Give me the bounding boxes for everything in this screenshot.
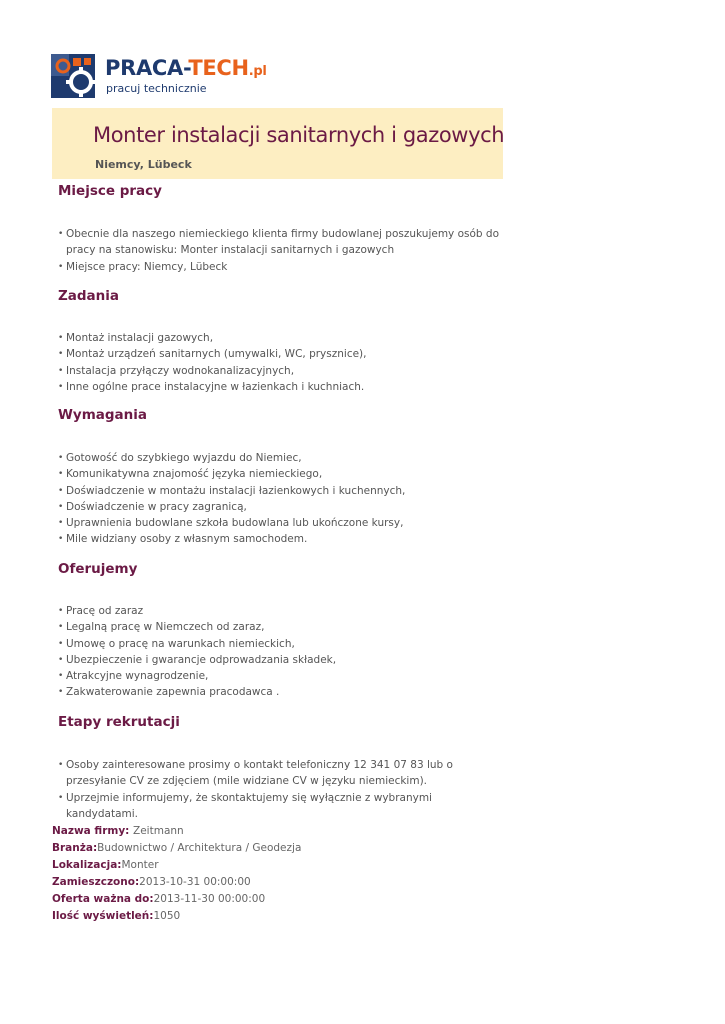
section-workplace — [58, 183, 518, 273]
detail-valid-until — [52, 891, 301, 908]
detail-company — [52, 823, 301, 840]
list-item: • Atrakcyjne wynagrodzenie, — [58, 668, 518, 684]
job-title: Monter instalacji sanitarnych i gazowych — [93, 123, 505, 147]
list-item: • Mile widziany osoby z własnym samochodem. — [58, 531, 518, 547]
offer-details — [52, 823, 301, 925]
list-item: • Legalną pracę w Niemczech od zaraz, — [58, 619, 518, 635]
detail-label: Branża: — [52, 842, 98, 854]
list-item: • Uprawnienia budowlane szkoła budowlana lub ukończone kursy, — [58, 515, 518, 531]
logo-brand-accent: TECH — [188, 56, 249, 80]
detail-posted — [52, 874, 301, 891]
section-tasks — [58, 288, 518, 393]
section-heading: Miejsce pracy — [58, 183, 162, 199]
section-heading: Oferujemy — [58, 561, 138, 577]
list-item: • Umowę o pracę na warunkach niemieckich, — [58, 636, 518, 652]
gear-logo-icon — [51, 54, 95, 98]
list-item: • Pracę od zaraz — [58, 603, 518, 619]
detail-location — [52, 857, 301, 874]
section-list — [58, 603, 518, 701]
detail-label: Lokalizacja: — [52, 859, 122, 871]
detail-value: 2013-10-31 00:00:00 — [139, 876, 251, 888]
detail-value: Monter — [121, 859, 159, 871]
section-requirements — [58, 407, 518, 546]
section-heading: Etapy rekrutacji — [58, 714, 180, 730]
list-item: • Miejsce pracy: Niemcy, Lübeck — [58, 259, 518, 275]
detail-value: Budownictwo / Architektura / Geodezja — [97, 842, 302, 854]
list-item: • Inne ogólne prace instalacyjne w łazienkach i kuchniach. — [58, 379, 518, 395]
list-item: • Uprzejmie informujemy, że skontaktujemy się wyłącznie z wybranymi kandydatami. — [58, 790, 498, 823]
detail-value: 2013-11-30 00:00:00 — [153, 893, 266, 905]
list-item: • Zakwaterowanie zapewnia pracodawca . — [58, 684, 518, 700]
list-item: • Doświadczenie w pracy zagranicą, — [58, 499, 518, 515]
list-item: • Komunikatywna znajomość języka niemieckiego, — [58, 466, 518, 482]
list-item: • Ubezpieczenie i gwarancje odprowadzania składek, — [58, 652, 518, 668]
detail-label: Zamieszczono: — [52, 876, 140, 888]
site-logo[interactable] — [51, 54, 281, 100]
detail-label: Nazwa firmy: — [52, 825, 134, 837]
detail-value: 1050 — [153, 910, 181, 922]
list-item: • Osoby zainteresowane prosimy o kontakt telefoniczny 12 341 07 83 lub o przesyłanie CV ze zdjęciem (mile widziane CV w języku niemieckim). — [58, 757, 498, 790]
section-list — [58, 450, 518, 548]
logo-brand-main: PRACA- — [105, 56, 189, 80]
detail-views — [52, 908, 301, 925]
section-recruitment — [58, 714, 498, 820]
section-list — [58, 757, 498, 822]
job-location: Niemcy, Lübeck — [95, 158, 192, 171]
section-heading: Zadania — [58, 288, 120, 304]
detail-label: Oferta ważna do: — [52, 893, 154, 905]
list-item: • Doświadczenie w montażu instalacji łazienkowych i kuchennych, — [58, 483, 518, 499]
detail-label: Ilość wyświetleń: — [52, 910, 154, 922]
logo-brand-suffix: .pl — [248, 64, 267, 79]
detail-value: Zeitmann — [133, 825, 184, 837]
list-item: • Montaż instalacji gazowych, — [58, 330, 518, 346]
section-list — [58, 226, 518, 275]
section-heading: Wymagania — [58, 407, 147, 423]
logo-tagline: pracuj technicznie — [106, 82, 207, 95]
logo-wordmark — [105, 56, 267, 80]
list-item: • Obecnie dla naszego niemieckiego klienta firmy budowlanej poszukujemy osób do pracy na stanowisku: Monter instalacji sanitarnych i gazowych — [58, 226, 518, 259]
list-item: • Instalacja przyłączy wodnokanalizacyjnych, — [58, 363, 518, 379]
section-offer — [58, 561, 518, 699]
list-item: • Montaż urządzeń sanitarnych (umywalki, WC, prysznice), — [58, 346, 518, 362]
list-item: • Gotowość do szybkiego wyjazdu do Niemiec, — [58, 450, 518, 466]
section-list — [58, 330, 518, 395]
title-banner — [52, 108, 503, 179]
detail-industry — [52, 840, 301, 857]
